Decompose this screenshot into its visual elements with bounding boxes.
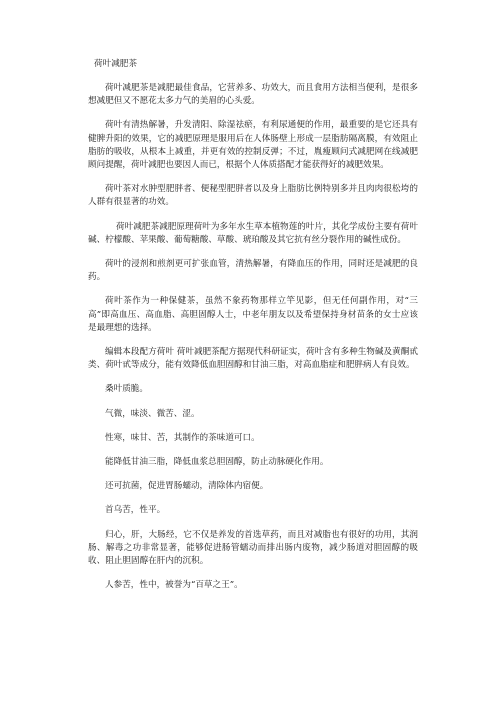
paragraph: 荷叶茶对水肿型肥胖者、便秘型肥胖者以及身上脂肪比例特别多并且肉肉很松垮的人群有很显著的功效。 — [88, 184, 418, 208]
paragraph: 荷叶茶作为一种保健茶，虽然不象药物那样立竿见影，但无任何副作用，对“三高”即高血压、高血脂、高胆固醇人士，中老年朋友以及希望保持身材苗条的女士应该是最理想的选择。 — [88, 296, 418, 333]
paragraph: 气微，味淡、微苦、涩。 — [105, 408, 200, 419]
document-title: 荷叶减肥茶 — [94, 59, 137, 69]
paragraph: 能降低甘油三脂，降低血浆总胆固醇，防止动脉硬化作用。 — [105, 457, 329, 468]
paragraph: 桑叶质脆。 — [105, 384, 148, 395]
paragraph: 首乌苦，性平。 — [105, 505, 166, 516]
paragraph: 归心，肝，大肠经，它不仅是养发的首选草药，而且对减脂也有很好的功用，其润肠、解毒之功非常显著，能够促进肠管蠕动而排出肠内废物，减少肠道对胆固醇的吸收、阻止胆固醇在肝内的沉积。 — [88, 529, 418, 567]
document-page — [88, 58, 418, 603]
paragraph: 人参苦，性中，被誉为“百草之王”。 — [105, 580, 243, 591]
paragraph: 还可抗菌，促进胃肠蠕动，清除体内宿便。 — [105, 481, 269, 492]
paragraph: 性寒，味甘、苦，其制作的茶味道可口。 — [105, 432, 260, 443]
paragraph: 荷叶的浸剂和煎剂更可扩张血管，清热解暑，有降血压的作用，同时还是减肥的良药。 — [88, 259, 418, 283]
paragraph: 荷叶有清热解暑，升发清阳、除湿祛瘀，有利尿通便的作用，最重要的是它还具有健脾升阳的效果，它的减肥原理是服用后在人体肠壁上形成一层脂肪隔离膜，有效阻止脂肪的吸收，从根本上减重，并更有效的控制反弹；不过，胤瘦顾问式减肥网在线减肥顾问提醒，荷叶减肥也要因人而已，根据个人体质搭配才能获得好的减肥效果。 — [88, 120, 418, 171]
paragraph: 荷叶减肥茶减肥原理荷叶为多年水生草本植物莲的叶片，其化学成份主要有荷叶碱、柠檬酸、苹果酸、葡萄糖酸、草酸、琥珀酸及其它抗有丝分裂作用的碱性成份。 — [88, 221, 418, 245]
paragraph: 编辑本段配方荷叶 荷叶减肥茶配方据现代科研证实，荷叶含有多种生物碱及黄酮甙类、荷叶甙等成分，能有效降低血胆固醇和甘油三脂，对高血脂症和肥胖病人有良效。 — [88, 347, 418, 371]
paragraph: 荷叶减肥茶是减肥最佳食品，它营养多、功效大，而且食用方法相当便利，是很多想减肥但又不愿花太多力气的美眉的心头爱。 — [88, 83, 418, 107]
